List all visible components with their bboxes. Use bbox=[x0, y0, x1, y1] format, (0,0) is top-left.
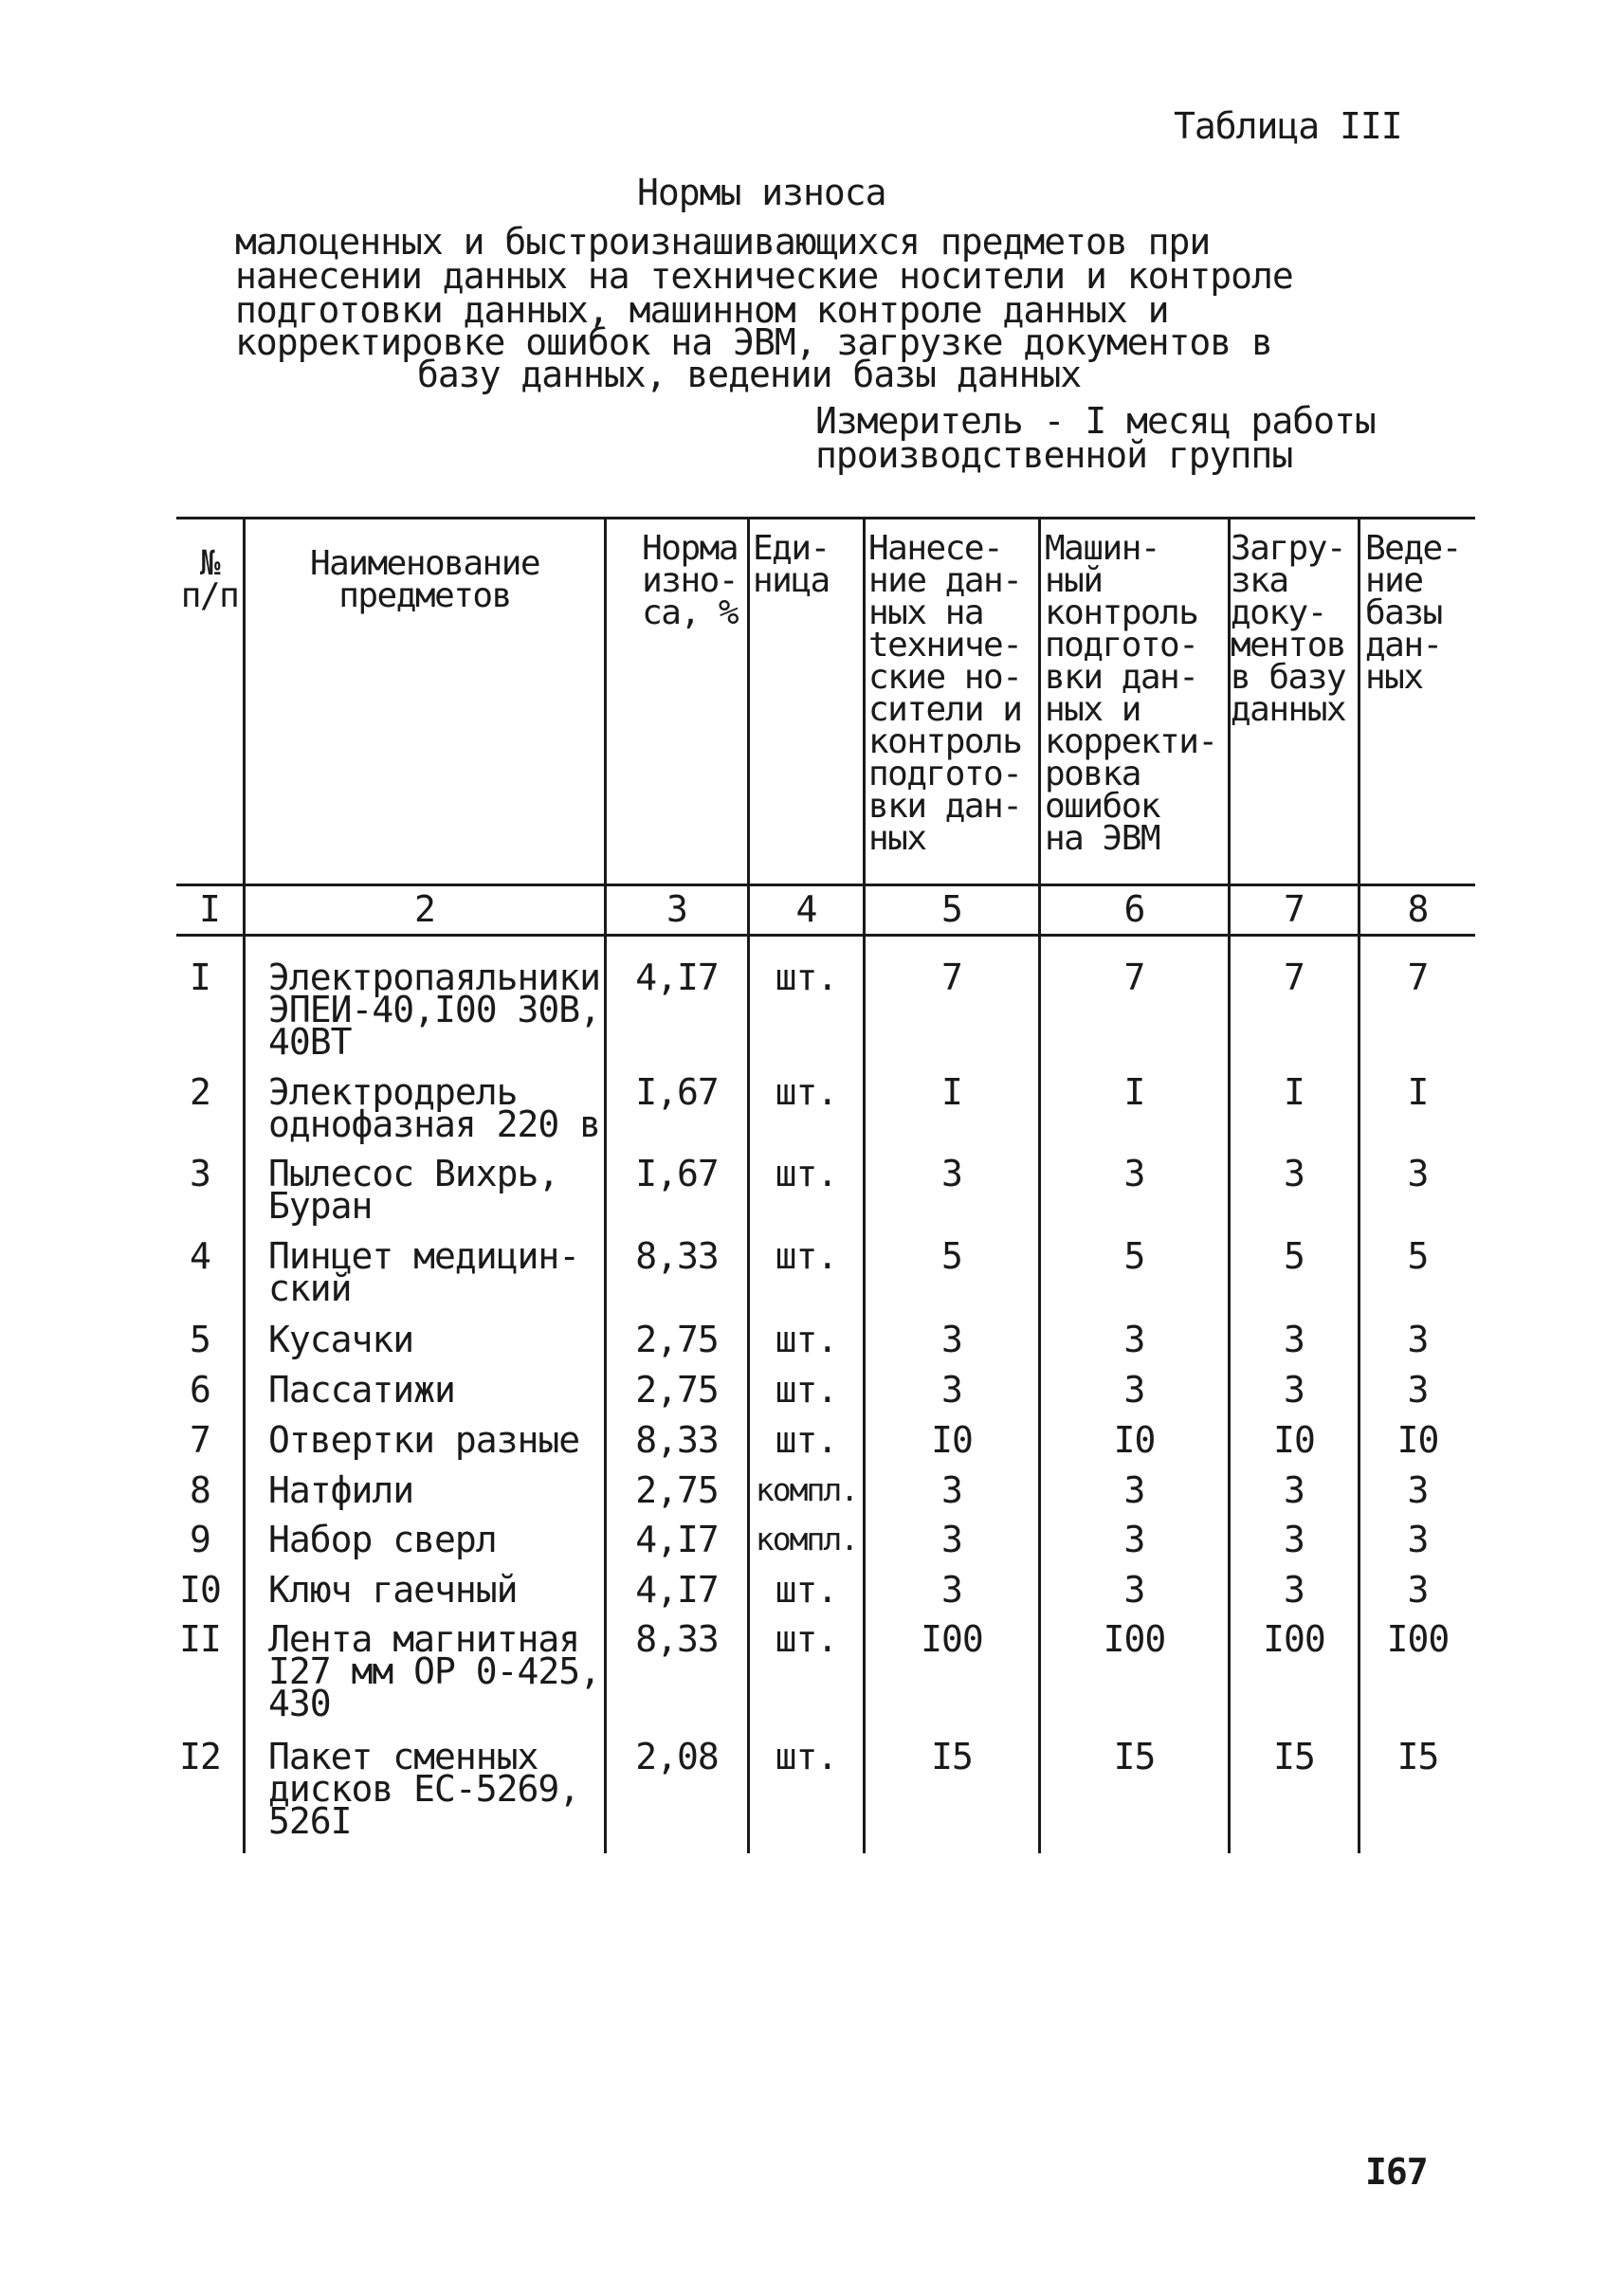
qty-data-entry: I0 bbox=[931, 1419, 973, 1461]
subtitle-line: малоценных и быстроизнашивающихся предметов при bbox=[235, 221, 1211, 263]
qty-database-maintenance: I5 bbox=[1396, 1736, 1439, 1777]
qty-machine-control: I bbox=[1123, 1071, 1145, 1113]
row-number: 2 bbox=[190, 1071, 210, 1113]
table-row bbox=[0, 1469, 1624, 1518]
qty-database-maintenance: I00 bbox=[1386, 1618, 1450, 1660]
qty-database-maintenance: 7 bbox=[1407, 957, 1429, 998]
item-name: Электропаяльники ЭПЕИ-40,I00 30В, 40ВТ bbox=[268, 957, 601, 1063]
qty-database-maintenance: 3 bbox=[1407, 1369, 1429, 1411]
row-number: 5 bbox=[190, 1319, 210, 1360]
wear-norm: 2,75 bbox=[635, 1319, 719, 1360]
qty-database-maintenance: I0 bbox=[1396, 1419, 1439, 1461]
column-numbers-border bbox=[176, 934, 1475, 937]
qty-machine-control: I5 bbox=[1113, 1736, 1156, 1777]
unit: компл. bbox=[755, 1471, 858, 1508]
table-row bbox=[0, 1519, 1624, 1567]
qty-machine-control: 3 bbox=[1123, 1469, 1145, 1511]
qty-document-loading: 3 bbox=[1284, 1519, 1305, 1560]
qty-data-entry: 5 bbox=[941, 1235, 962, 1277]
column-header: Норма изно- са, % bbox=[642, 529, 738, 632]
row-number: I2 bbox=[179, 1736, 221, 1777]
qty-data-entry: 3 bbox=[941, 1153, 962, 1194]
table-row bbox=[0, 1419, 1624, 1467]
qty-machine-control: 3 bbox=[1123, 1569, 1145, 1611]
row-number: 6 bbox=[190, 1369, 210, 1411]
item-name: Набор сверл bbox=[268, 1519, 497, 1560]
column-number: I bbox=[199, 888, 220, 930]
qty-machine-control: I00 bbox=[1103, 1618, 1166, 1660]
header-bottom-border bbox=[176, 884, 1475, 886]
unit: шт. bbox=[775, 1235, 838, 1277]
qty-document-loading: I5 bbox=[1273, 1736, 1315, 1777]
subtitle-line: корректировке ошибок на ЭВМ, загрузке документов в bbox=[235, 321, 1272, 363]
qty-database-maintenance: 3 bbox=[1407, 1469, 1429, 1511]
qty-document-loading: 5 bbox=[1284, 1235, 1305, 1277]
qty-document-loading: 3 bbox=[1284, 1319, 1305, 1360]
qty-machine-control: 3 bbox=[1123, 1519, 1145, 1560]
qty-document-loading: I00 bbox=[1263, 1618, 1325, 1660]
column-number: 7 bbox=[1284, 888, 1305, 930]
wear-norm: 4,I7 bbox=[635, 957, 719, 998]
row-number: 3 bbox=[190, 1153, 210, 1194]
qty-machine-control: 7 bbox=[1123, 957, 1145, 998]
table-row bbox=[0, 1618, 1624, 1727]
column-header: Веде- ние базы дан- ных bbox=[1365, 529, 1461, 697]
qty-data-entry: I00 bbox=[921, 1618, 983, 1660]
qty-data-entry: 3 bbox=[941, 1369, 962, 1411]
qty-data-entry: I bbox=[941, 1071, 962, 1113]
qty-database-maintenance: I bbox=[1407, 1071, 1429, 1113]
qty-document-loading: 3 bbox=[1284, 1369, 1305, 1411]
table-top-border bbox=[176, 517, 1475, 519]
subtitle-line: подготовки данных, машинном контроле данных и bbox=[235, 289, 1169, 331]
column-number: 6 bbox=[1123, 888, 1145, 930]
unit: шт. bbox=[775, 1319, 838, 1360]
subtitle-line: нанесении данных на технические носители и контроле bbox=[235, 255, 1293, 297]
qty-machine-control: 5 bbox=[1123, 1235, 1145, 1277]
qty-machine-control: 3 bbox=[1123, 1319, 1145, 1360]
column-number: 2 bbox=[414, 888, 435, 930]
item-name: Отвертки разные bbox=[268, 1419, 580, 1461]
item-name: Лента магнитная I27 мм ОР 0-425, 430 bbox=[268, 1618, 601, 1724]
page-number: I67 bbox=[1365, 2151, 1428, 2193]
qty-document-loading: 3 bbox=[1284, 1469, 1305, 1511]
qty-machine-control: 3 bbox=[1123, 1153, 1145, 1194]
wear-norm: 8,33 bbox=[635, 1235, 719, 1277]
item-name: Пассатижи bbox=[268, 1369, 455, 1411]
table-row bbox=[0, 1736, 1624, 1845]
item-name: Пылесос Вихрь, Буран bbox=[268, 1153, 559, 1227]
item-name: Электродрель однофазная 220 в bbox=[268, 1071, 601, 1145]
wear-norm: 8,33 bbox=[635, 1618, 719, 1660]
row-number: II bbox=[179, 1618, 221, 1660]
qty-data-entry: 3 bbox=[941, 1319, 962, 1360]
column-header: Загру- зка доку- ментов в базу данных bbox=[1231, 529, 1346, 729]
item-name: Натфили bbox=[268, 1469, 414, 1511]
qty-database-maintenance: 3 bbox=[1407, 1319, 1429, 1360]
table-row bbox=[0, 1369, 1624, 1417]
row-number: 4 bbox=[190, 1235, 210, 1277]
subtitle-line: базу данных, ведении базы данных bbox=[417, 354, 1082, 395]
qty-data-entry: 7 bbox=[941, 957, 962, 998]
item-name: Пинцет медицин- ский bbox=[268, 1235, 580, 1309]
table-row bbox=[0, 1319, 1624, 1367]
unit: шт. bbox=[775, 957, 838, 998]
qty-machine-control: 3 bbox=[1123, 1369, 1145, 1411]
column-number: 3 bbox=[666, 888, 687, 930]
column-header: № п/п bbox=[180, 544, 239, 615]
measure-line: Измеритель - I месяц работы bbox=[815, 400, 1376, 442]
unit: компл. bbox=[755, 1521, 858, 1558]
qty-document-loading: 3 bbox=[1284, 1569, 1305, 1611]
table-row bbox=[0, 1071, 1624, 1152]
table-row bbox=[0, 1569, 1624, 1617]
unit: шт. bbox=[775, 1071, 838, 1113]
qty-document-loading: I bbox=[1284, 1071, 1305, 1113]
item-name: Пакет сменных дисков ЕС-5269, 526I bbox=[268, 1736, 580, 1842]
unit: шт. bbox=[775, 1736, 838, 1777]
column-header: Нанесе- ние дан- ных на tехниче- ские но- сители и контроль подгото- вки дан- ных bbox=[868, 529, 1022, 858]
wear-norm: I,67 bbox=[635, 1071, 719, 1113]
wear-norm: I,67 bbox=[635, 1153, 719, 1194]
qty-data-entry: I5 bbox=[931, 1736, 973, 1777]
qty-database-maintenance: 5 bbox=[1407, 1235, 1429, 1277]
column-number: 5 bbox=[941, 888, 962, 930]
wear-norm: 2,75 bbox=[635, 1369, 719, 1411]
wear-norm: 8,33 bbox=[635, 1419, 719, 1461]
qty-document-loading: I0 bbox=[1273, 1419, 1315, 1461]
wear-norm: 4,I7 bbox=[635, 1519, 719, 1560]
table-row bbox=[0, 957, 1624, 1066]
column-header: Еди- ница bbox=[753, 529, 830, 600]
row-number: 8 bbox=[190, 1469, 210, 1511]
qty-database-maintenance: 3 bbox=[1407, 1519, 1429, 1560]
column-number: 4 bbox=[795, 888, 817, 930]
qty-document-loading: 7 bbox=[1284, 957, 1305, 998]
item-name: Кусачки bbox=[268, 1319, 414, 1360]
item-name: Ключ гаечный bbox=[268, 1569, 518, 1611]
measure-line: производственной группы bbox=[815, 434, 1293, 476]
qty-data-entry: 3 bbox=[941, 1519, 962, 1560]
wear-norm: 4,I7 bbox=[635, 1569, 719, 1611]
qty-document-loading: 3 bbox=[1284, 1153, 1305, 1194]
unit: шт. bbox=[775, 1569, 838, 1611]
table-label: Таблица III bbox=[1174, 105, 1402, 147]
wear-norm: 2,75 bbox=[635, 1469, 719, 1511]
table-row bbox=[0, 1235, 1624, 1316]
row-number: I bbox=[190, 957, 210, 998]
unit: шт. bbox=[775, 1369, 838, 1411]
column-number: 8 bbox=[1407, 888, 1429, 930]
qty-data-entry: 3 bbox=[941, 1569, 962, 1611]
qty-database-maintenance: 3 bbox=[1407, 1569, 1429, 1611]
wear-norm: 2,08 bbox=[635, 1736, 719, 1777]
qty-machine-control: I0 bbox=[1113, 1419, 1156, 1461]
column-header: Наименование предметов bbox=[309, 544, 540, 615]
column-header: Машин- ный контроль подгото- вки дан- ных и корректи- ровка ошибок на ЭВМ bbox=[1045, 529, 1217, 858]
unit: шт. bbox=[775, 1618, 838, 1660]
row-number: 9 bbox=[190, 1519, 210, 1560]
row-number: I0 bbox=[179, 1569, 221, 1611]
row-number: 7 bbox=[190, 1419, 210, 1461]
page-title: Нормы износа bbox=[637, 172, 886, 213]
table-row bbox=[0, 1153, 1624, 1233]
qty-database-maintenance: 3 bbox=[1407, 1153, 1429, 1194]
qty-data-entry: 3 bbox=[941, 1469, 962, 1511]
unit: шт. bbox=[775, 1419, 838, 1461]
unit: шт. bbox=[775, 1153, 838, 1194]
